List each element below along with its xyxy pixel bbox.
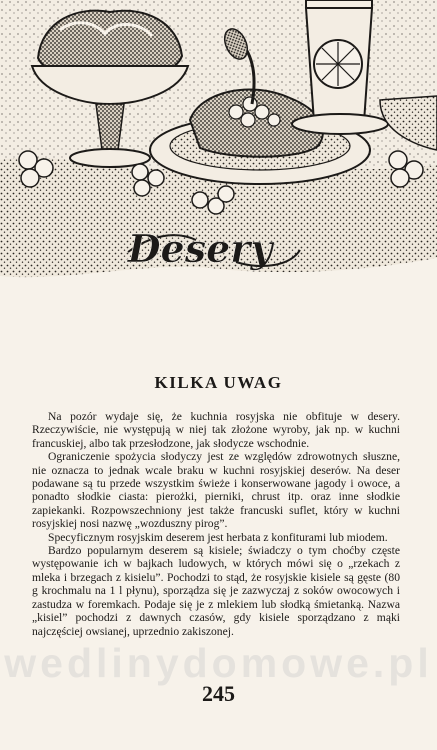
paragraph: Ograniczenie spożycia słodyczy jest ze względów zdrowotnych słuszne, nie oznacza to jednak wcale braku w kuchni rosyjskiej deserów. Na deser podawane są tu przede wszystkim świeże i konserwowane jagody i owoce, a ponadto słodkie ciasta: pierożki, pierniki, chrust itp. oraz inne słodkie zapiekanki. Rozpowszechniony jest także francuski suflet, który w kuchni rosyjskiej nosi nazwę „wozduszny pirog”. [32,450,400,531]
paragraph: Bardzo popularnym deserem są kisiele; świadczy o tym choćby częste występowanie ich w bajkach ludowych, w których mówi się o „rzekach z mleka i brzegach z kisielu”. Pochodzi to stąd, że rosyjskie kisiele są gęste (80 g krochmalu na 1 l płynu), sporządza się je zazwyczaj z soków owocowych i zastudza w foremkach. Podaje się je z mlekiem lub słodką śmietanką. Nazwa „kisiel” pochodzi z dawnych czasów, gdy kisiele sporządzano z mąki najczęściej owsianej, uprzednio zakiszonej. [32,544,400,638]
page-number: 245 [202,681,235,706]
paragraph: Na pozór wydaje się, że kuchnia rosyjska nie obfituje w desery. Rzeczywiście, nie występują w niej tak złożone wyroby, jak np. w kuchni francuskiej, albo tak przesłodzone, jak słodycze wschodnie. [32,410,400,450]
desery-heading-text: Desery [127,226,273,271]
body-text [32,410,400,638]
paragraph: Specyficznym rosyjskim deserem jest herbata z konfiturami lub miodem. [48,530,388,544]
section-title: KILKA UWAG [154,373,283,392]
watermark: wedlinydomowe.pl [4,640,433,686]
dessert-illustration [0,0,437,290]
